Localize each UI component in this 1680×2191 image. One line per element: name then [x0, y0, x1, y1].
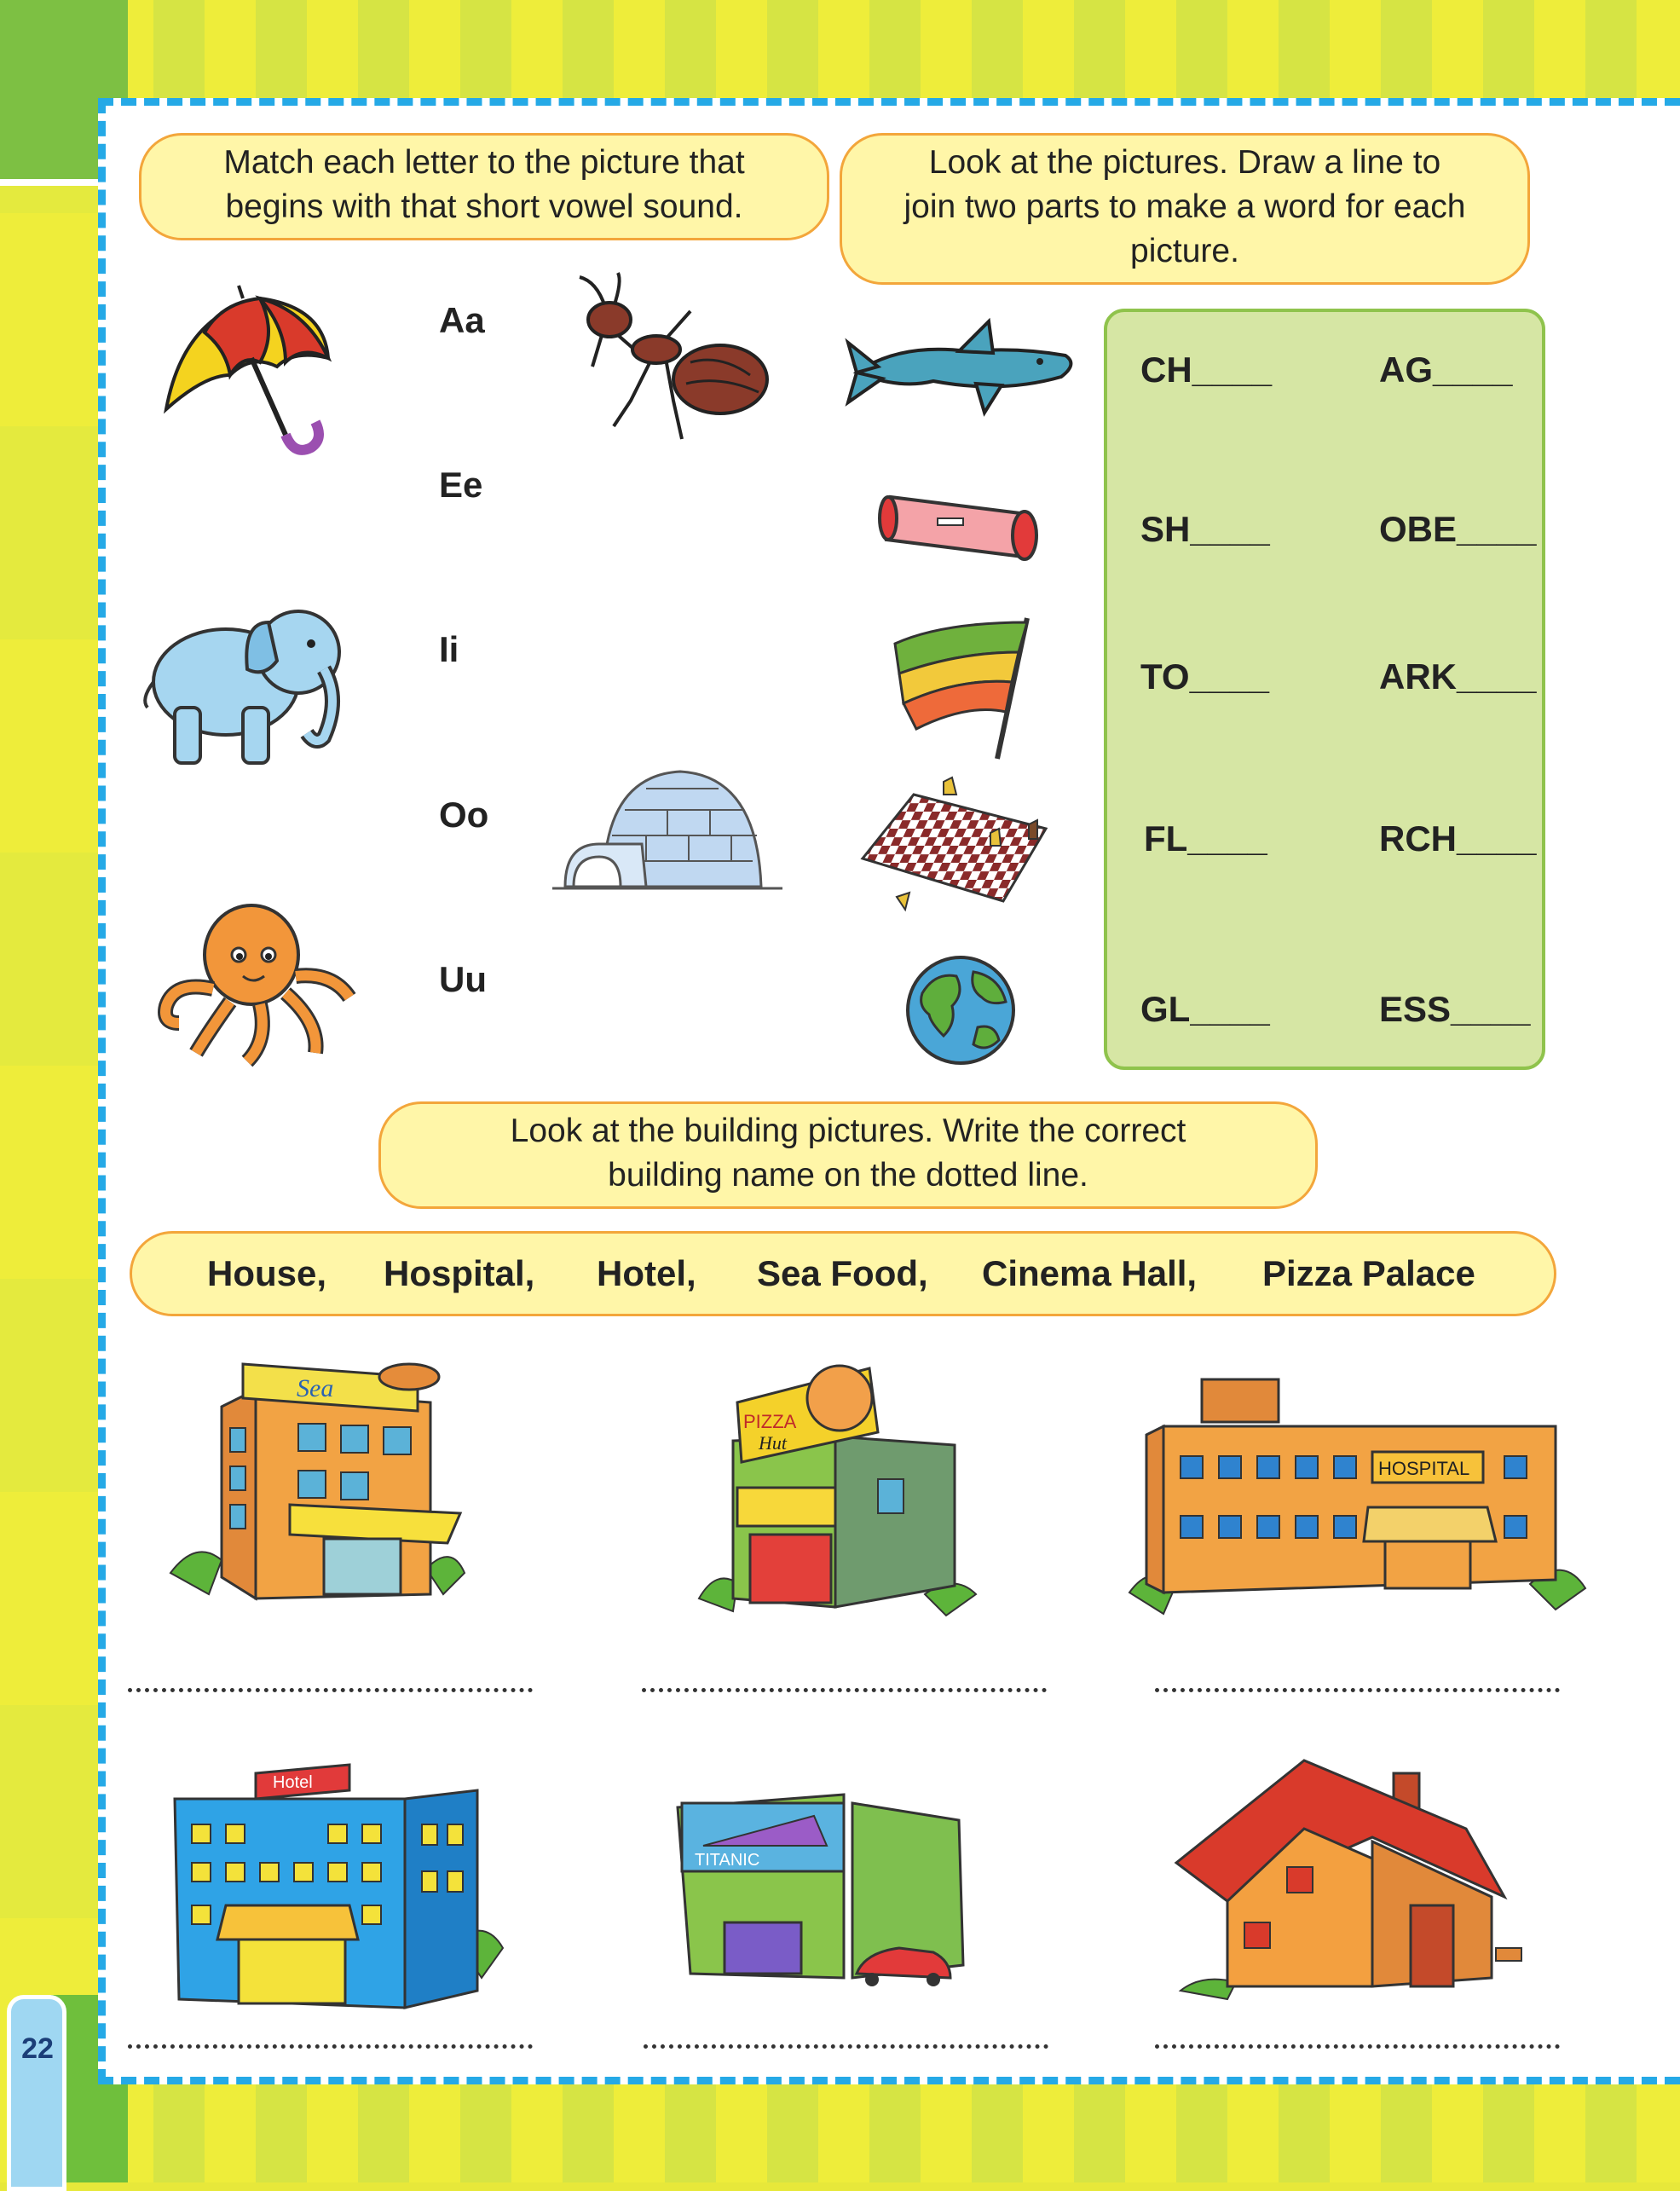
flag-icon[interactable] [891, 610, 1040, 763]
hut-sign: Hut [759, 1432, 787, 1454]
answer-line-2[interactable] [642, 1688, 1047, 1692]
hotel-building-icon[interactable] [175, 1760, 524, 2020]
word-part-left-2[interactable]: SH____ [1140, 509, 1270, 549]
top-stripe-border [0, 0, 1680, 102]
building-name-pizza-palace: Pizza Palace [1262, 1253, 1475, 1293]
word-part-right-4[interactable]: RCH____ [1379, 818, 1537, 858]
word-part-left-3[interactable]: TO____ [1140, 656, 1269, 697]
octopus-icon[interactable] [149, 895, 358, 1066]
seafood-building-icon[interactable] [170, 1356, 469, 1611]
globe-icon[interactable] [905, 955, 1016, 1066]
building-name-hospital: Hospital, [384, 1253, 535, 1293]
hospital-sign: HOSPITAL [1378, 1458, 1470, 1479]
word-part-right-5[interactable]: ESS____ [1379, 989, 1531, 1029]
building-name-hotel: Hotel, [597, 1253, 696, 1293]
page-number-tab [7, 1995, 66, 2191]
igloo-icon[interactable] [552, 759, 782, 899]
instruction-line: building name on the dotted line. [608, 1157, 1088, 1194]
vowel-letter-e: Ee [439, 465, 483, 505]
instruction-line: Look at the pictures. Draw a line to [928, 144, 1441, 181]
answer-line-5[interactable] [644, 2044, 1048, 2049]
hotel-sign: Hotel [273, 1773, 313, 1792]
titanic-sign: TITANIC [695, 1851, 760, 1870]
building-name-sea-food: Sea Food, [757, 1253, 928, 1293]
building-instruction [378, 1101, 1318, 1209]
answer-line-6[interactable] [1155, 2044, 1560, 2049]
toy-cylinder-icon[interactable] [878, 476, 1053, 565]
answer-line-1[interactable] [128, 1688, 533, 1692]
answer-line-4[interactable] [128, 2044, 533, 2049]
word-part-left-5[interactable]: GL____ [1140, 989, 1270, 1029]
vowel-letter-o: Oo [439, 795, 489, 835]
building-name-cinema-hall: Cinema Hall, [982, 1253, 1198, 1293]
hospital-building-icon[interactable] [1129, 1379, 1594, 1627]
page-number: 22 [21, 2032, 54, 2065]
umbrella-icon[interactable] [158, 281, 337, 465]
sea-sign: Sea [297, 1374, 334, 1402]
word-join-instruction [840, 133, 1530, 285]
vowel-match-instruction [139, 133, 829, 240]
word-part-right-1[interactable]: AG____ [1379, 350, 1513, 390]
building-name-house: House, [207, 1253, 327, 1293]
shark-icon[interactable] [848, 317, 1082, 415]
pizza-sign: PIZZA [743, 1411, 797, 1432]
titanic-cinema-building-icon[interactable] [678, 1782, 993, 1986]
word-part-right-2[interactable]: OBE____ [1379, 509, 1537, 549]
answer-line-3[interactable] [1155, 1688, 1560, 1692]
vowel-letter-i: Ii [439, 629, 459, 669]
elephant-icon[interactable] [141, 597, 362, 772]
chessboard-icon[interactable] [863, 778, 1054, 918]
instruction-line: join two parts to make a word for each [904, 188, 1466, 225]
word-part-right-3[interactable]: ARK____ [1379, 656, 1537, 697]
bottom-stripe-border [0, 2084, 1680, 2182]
instruction-line: Look at the building pictures. Write the correct [510, 1113, 1186, 1149]
vowel-letter-u: Uu [439, 959, 487, 999]
word-part-left-4[interactable]: FL____ [1144, 818, 1267, 858]
word-part-left-1[interactable]: CH____ [1140, 350, 1273, 390]
instruction-line: Match each letter to the picture that [223, 144, 745, 181]
vowel-letter-a: Aa [439, 300, 485, 340]
instruction-line: picture. [1130, 233, 1239, 269]
house-icon[interactable] [1176, 1756, 1534, 2003]
instruction-line: begins with that short vowel sound. [225, 188, 743, 225]
pizza-hut-building-icon[interactable] [699, 1360, 980, 1616]
ant-icon[interactable] [571, 273, 771, 443]
